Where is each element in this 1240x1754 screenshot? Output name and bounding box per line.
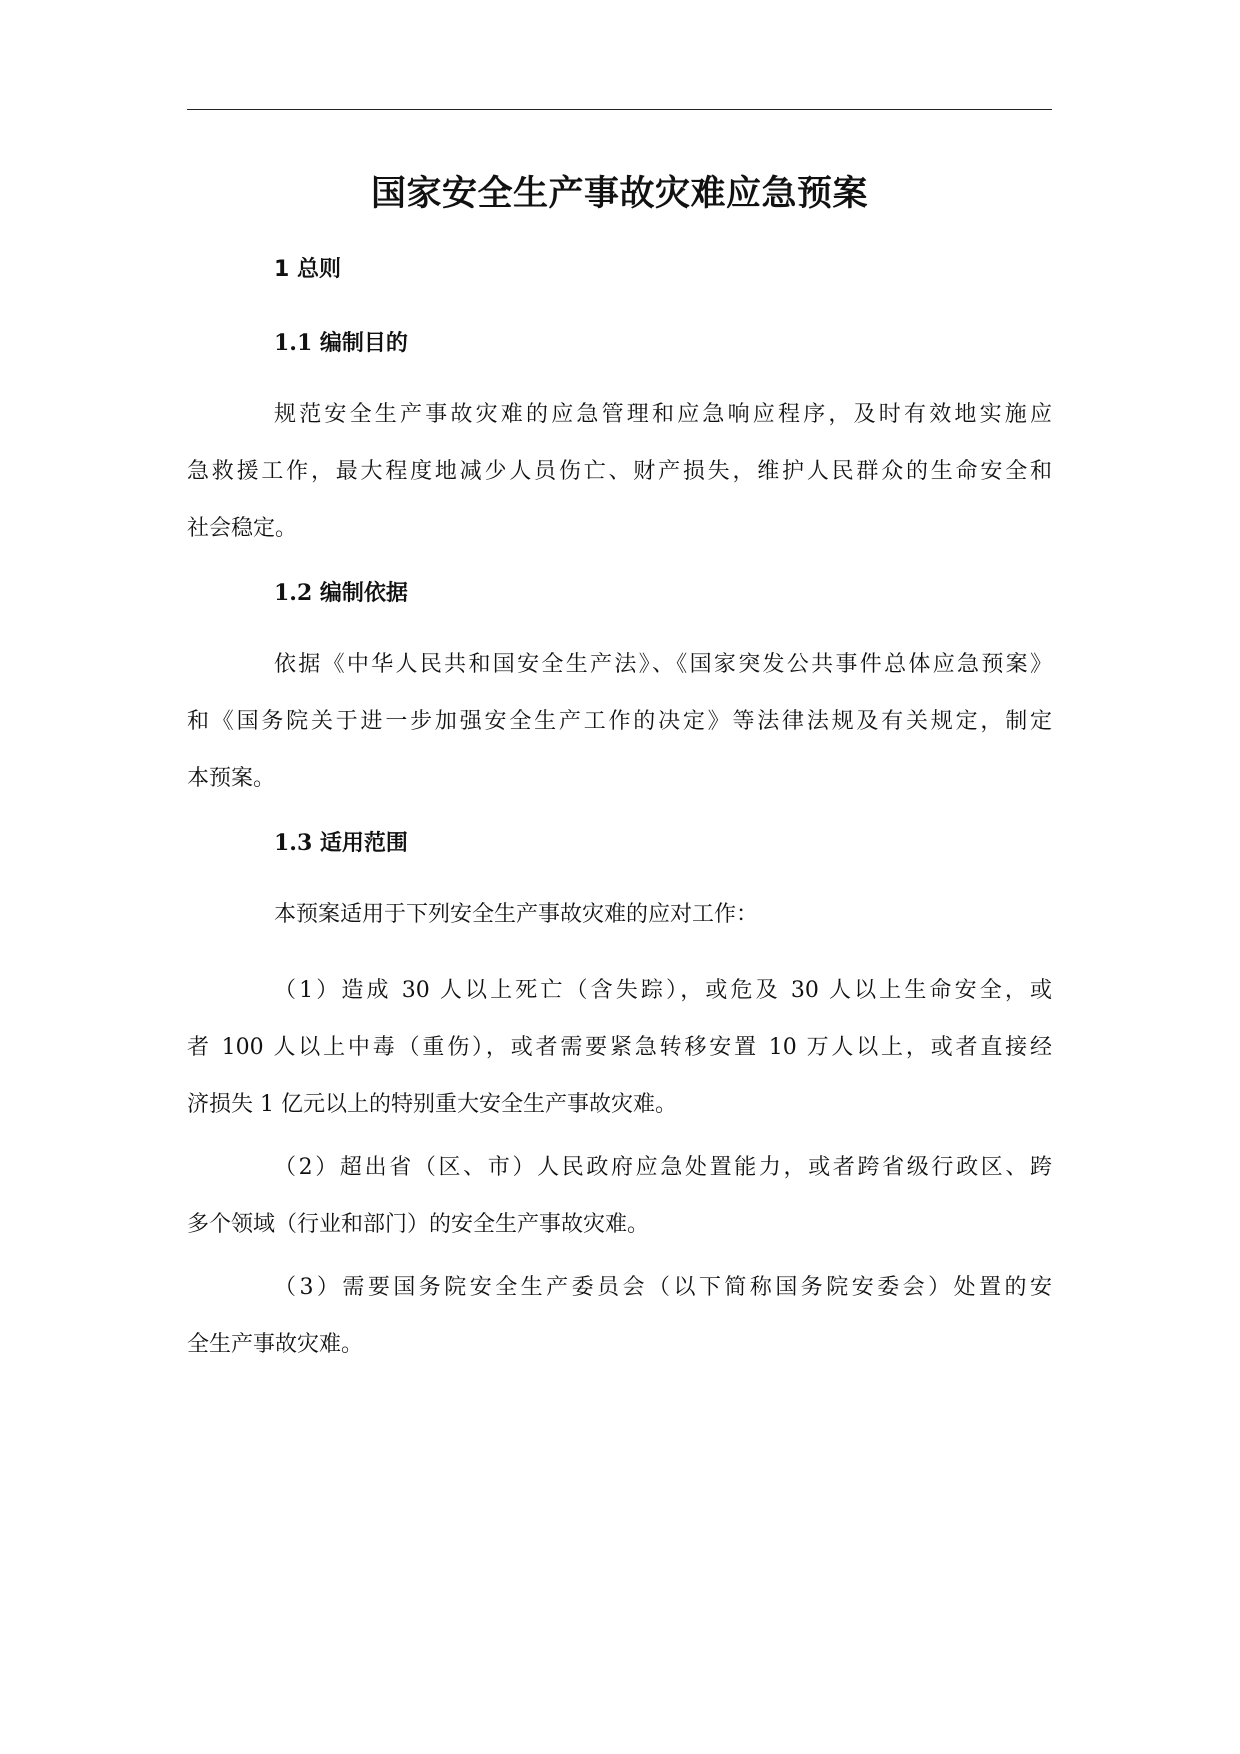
header-rule [187,109,1052,110]
section-1-3-heading: 1.3 适用范围 [274,830,408,856]
paragraph-line: 全生产事故灾难。 [187,1332,364,1357]
paragraph-line: 急救援工作，最大程度地减少人员伤亡、财产损失，维护人民群众的生命安全和 [187,459,1052,484]
paragraph-line: （3）需要国务院安全生产委员会（以下简称国务院安委会）处置的安 [274,1275,1052,1300]
scope-item-1 [187,973,1052,1144]
paragraph-line: （2）超出省（区、市）人民政府应急处置能力，或者跨省级行政区、跨 [274,1155,1052,1180]
paragraph-line: 依据《中华人民共和国安全生产法》、《国家突发公共事件总体应急预案》 [274,652,1052,677]
paragraph-line: 本预案。 [187,766,276,791]
document-title: 国家安全生产事故灾难应急预案 [370,174,868,214]
paragraph-line: 多个领域（行业和部门）的安全生产事故灾难。 [187,1212,650,1237]
section-1-1-paragraph [187,397,1052,568]
section-1-1-heading: 1.1 编制目的 [274,330,408,356]
scope-item-2 [187,1150,1052,1264]
paragraph-line: （1）造成 30 人以上死亡（含失踪），或危及 30 人以上生命安全，或 [274,978,1052,1003]
paragraph-line: 规范安全生产事故灾难的应急管理和应急响应程序，及时有效地实施应 [274,402,1052,427]
paragraph-line: 和《国务院关于进一步加强安全生产工作的决定》等法律法规及有关规定，制定 [187,709,1052,734]
section-1-2-paragraph [187,647,1052,818]
paragraph-line: 济损失 1 亿元以上的特别重大安全生产事故灾难。 [187,1092,677,1117]
paragraph-line: 社会稳定。 [187,516,298,541]
paragraph-line: 本预案适用于下列安全生产事故灾难的应对工作： [274,902,759,927]
section-1-heading: 1 总则 [274,257,341,282]
scope-item-3 [187,1270,1052,1384]
paragraph-line: 者 100 人以上中毒（重伤），或者需要紧急转移安置 10 万人以上，或者直接经 [187,1035,1052,1060]
section-1-3-intro [187,897,1052,954]
section-1-2-heading: 1.2 编制依据 [274,580,408,606]
